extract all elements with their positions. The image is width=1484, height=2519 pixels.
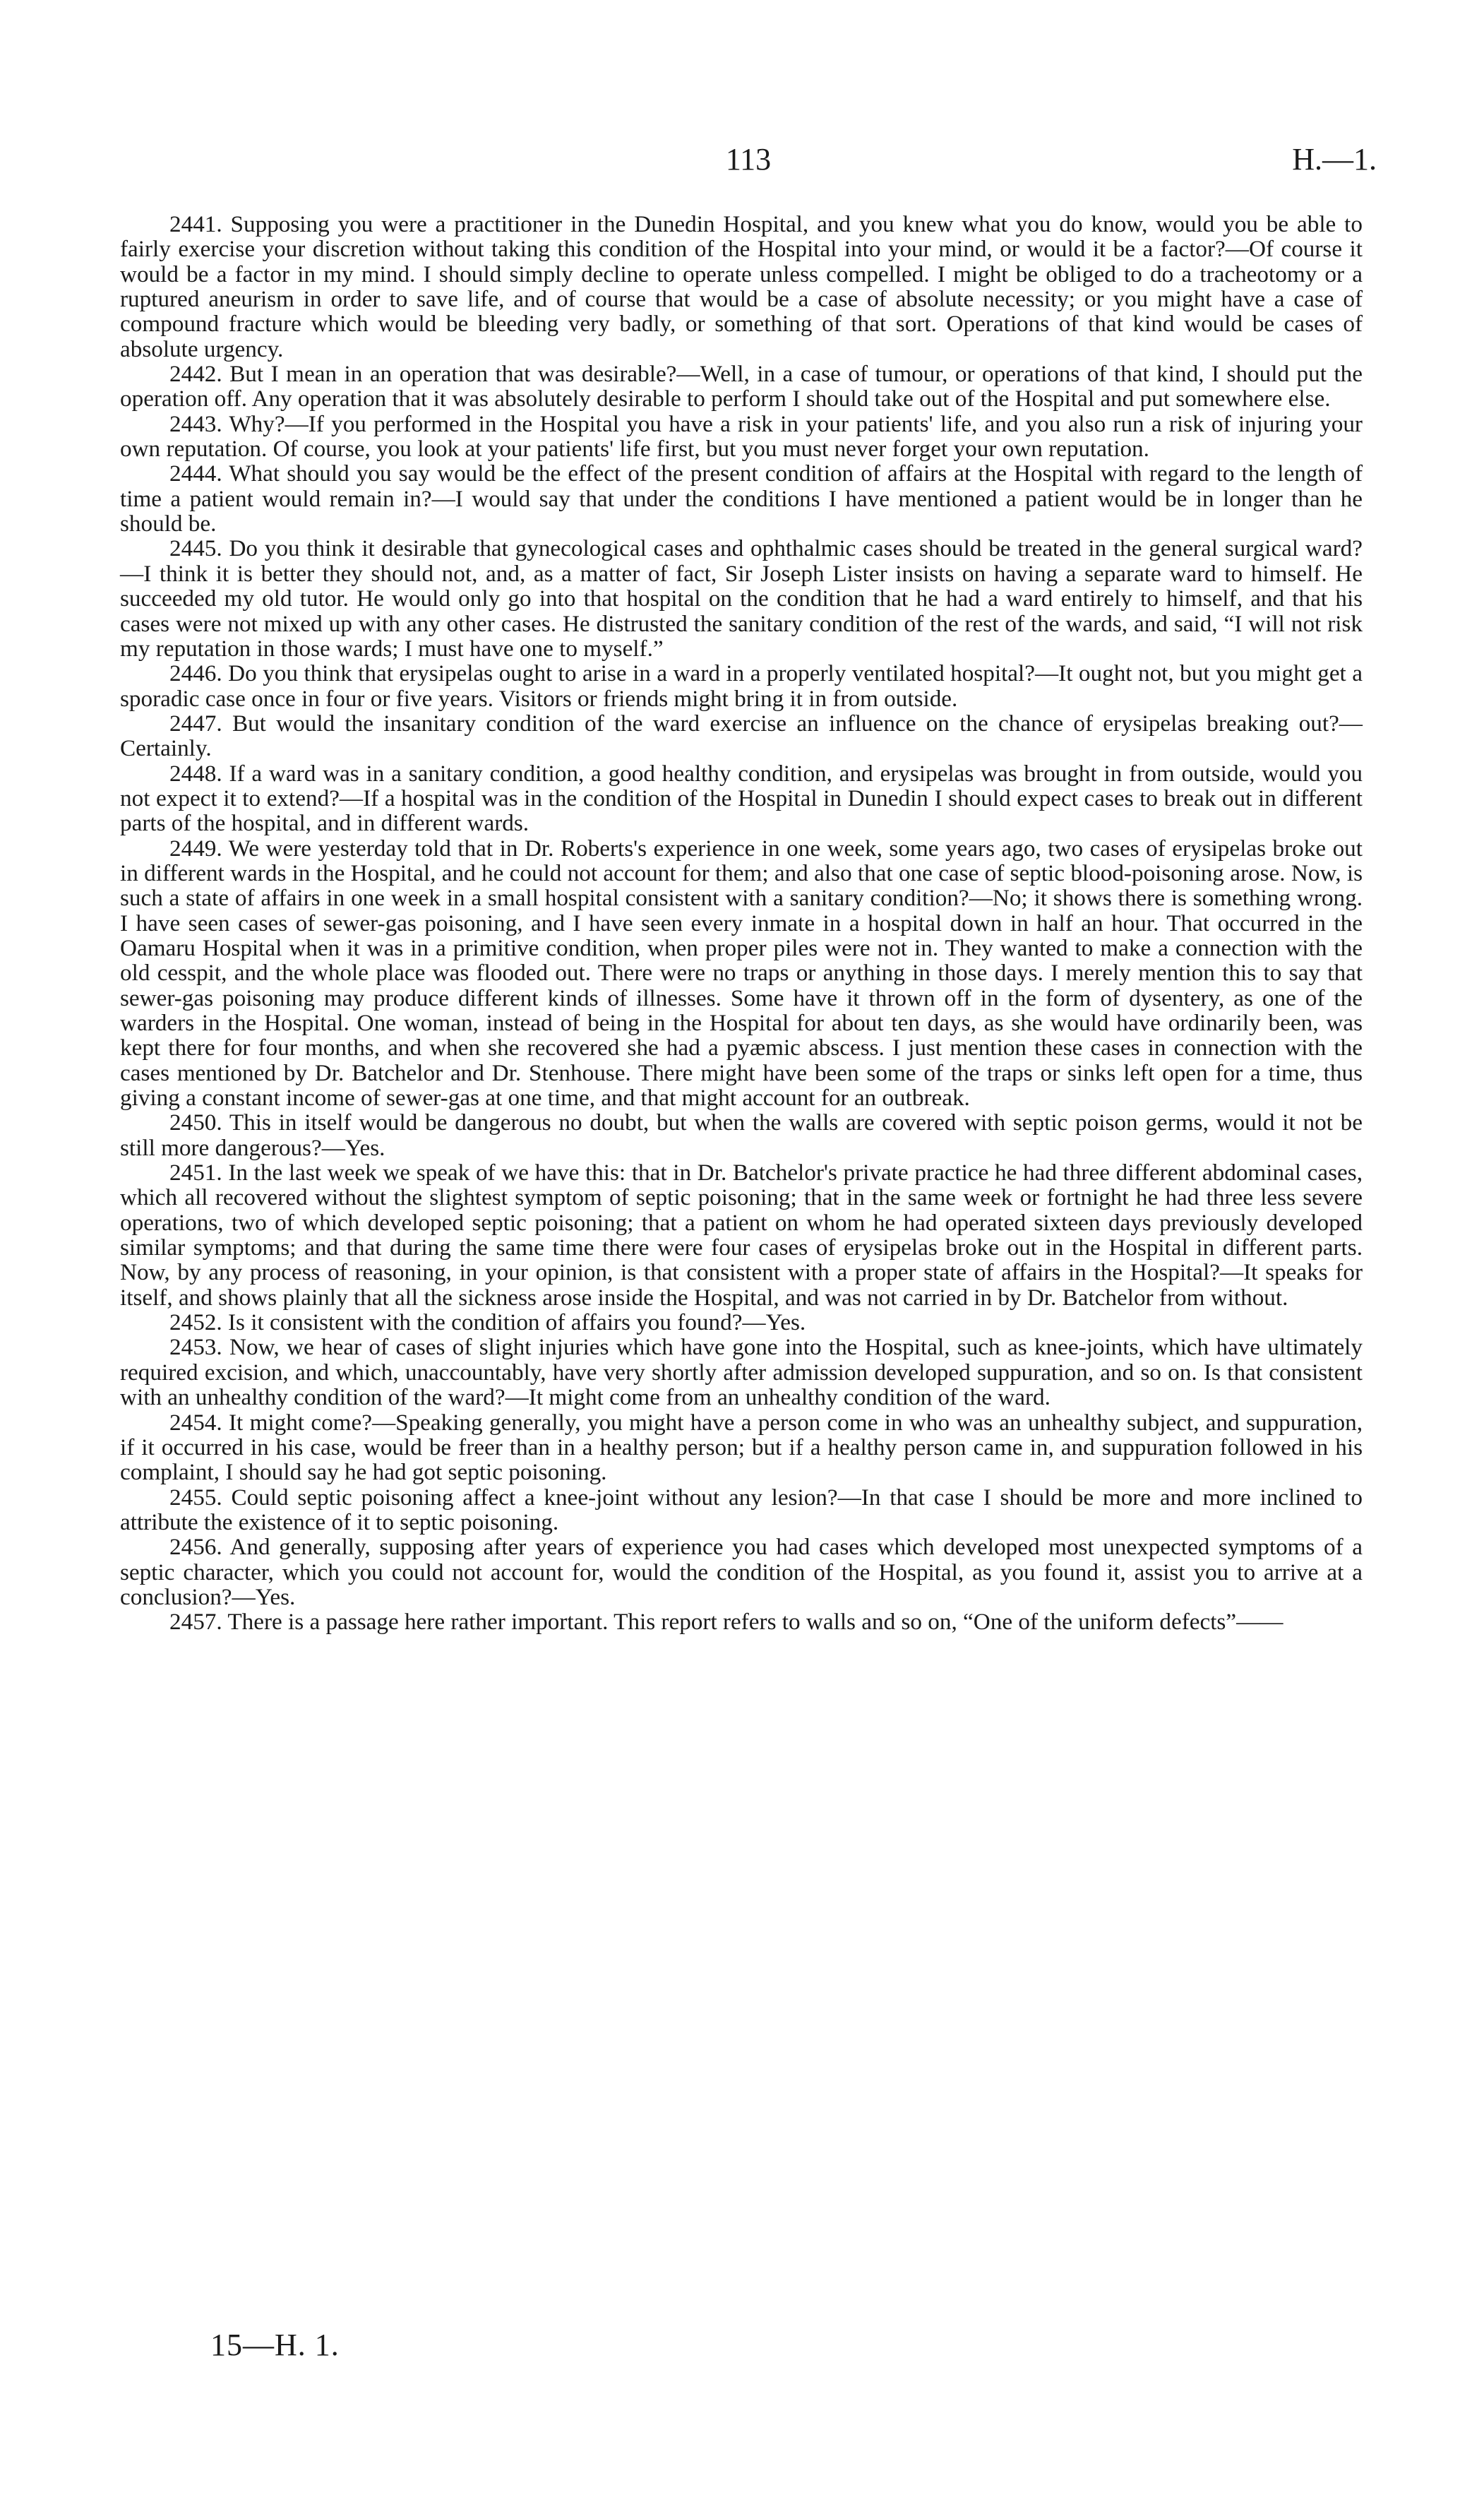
paragraph-2449: 2449. We were yesterday told that in Dr. Roberts's experience in one week, some years ago, two cases of erysipelas broke out in different wards in the Hospital, and he could not account for them; and also that one case of septic blood-poisoning arose. Now, is such a state of affairs in one week in a small hospital consistent with a sanitary condition?—No; it shows there is something wrong. I have seen cases of sewer-gas poisoning, and I have seen every inmate in a hospital down in half an hour. That occurred in the Oamaru Hospital when it was in a primitive condition, when proper piles were not in. They wanted to make a connection with the old cesspit, and the whole place was flooded out. There were no traps or anything in those days. I merely mention this to say that sewer-gas poisoning may produce different kinds of illnesses. Some have it thrown off in the form of dysentery, as one of the warders in the Hospital. One woman, instead of being in the Hospital for about ten days, as she would have ordinarily been, was kept there for four months, and when she recovered she had a pyæmic abscess. I just mention these cases in connection with the cases mentioned by Dr. Batchelor and Dr. Stenhouse. There might have been some of the traps or sinks left open for a time, thus giving a constant income of sewer-gas at one time, and that might account for an outbreak. <box>120 835 1363 1112</box>
page-header <box>120 141 1377 184</box>
paragraph-2448: 2448. If a ward was in a sanitary condition, a good healthy condition, and erysipelas was brought in from outside, would you not expect it to extend?—If a hospital was in the condition of the Hospital in Dunedin I should expect cases to break out in different parts of the hospital, and in different wards. <box>120 760 1363 837</box>
signature-mark: 15—H. 1. <box>210 2328 340 2362</box>
paragraph-2450: 2450. This in itself would be dangerous no doubt, but when the walls are covered with septic poison germs, would it not be still more dangerous?—Yes. <box>120 1109 1363 1161</box>
paragraph-2457: 2457. There is a passage here rather important. This report refers to walls and so on, “One of the uniform defects”—— <box>169 1609 1283 1636</box>
paragraph-2441: 2441. Supposing you were a practitioner in the Dunedin Hospital, and you knew what you do know, would you be able to fairly exercise your discretion without taking this condition of the Hospital into your mind, or would it be a factor?—Of course it would be a factor in my mind. I should simply decline to operate unless compelled. I might be obliged to do a tracheotomy or a ruptured aneurism in order to save life, and of course that would be a case of absolute necessity; or you might have a case of compound fracture which would be bleeding very badly, or something of that sort. Operations of that kind would be cases of absolute urgency. <box>120 211 1363 362</box>
document-reference: H.—1. <box>1292 142 1377 177</box>
paragraph-2456: 2456. And generally, supposing after years of experience you had cases which developed most unexpected symptoms of a septic character, which you could not account for, would the condition of the Hospital, as you found it, assist you to arrive at a conclusion?—Yes. <box>120 1534 1363 1610</box>
page-number: 113 <box>725 142 772 177</box>
paragraph-2452: 2452. Is it consistent with the condition of affairs you found?—Yes. <box>169 1309 806 1336</box>
paragraph-2444: 2444. What should you say would be the effect of the present condition of affairs at the Hospital with regard to the length of time a patient would remain in?—I would say that under the conditions I have mentioned a patient would be in longer than he should be. <box>120 460 1363 537</box>
paragraph-2454: 2454. It might come?—Speaking generally, you might have a person come in who was an unhealthy subject, and suppuration, if it occurred in his case, would be freer than in a healthy person; but if a healthy person came in, and suppuration followed in his complaint, I should say he had got septic poisoning. <box>120 1409 1363 1486</box>
paragraph-2446: 2446. Do you think that erysipelas ought to arise in a ward in a properly ventilated hospital?—It ought not, but you might get a sporadic case once in four or five years. Visitors or friends might bring it in from outside. <box>120 660 1363 712</box>
paragraph-2447: 2447. But would the insanitary condition of the ward exercise an influence on the chance of erysipelas breaking out?—Certainly. <box>120 710 1363 762</box>
paragraph-2451: 2451. In the last week we speak of we have this: that in Dr. Batchelor's private practice he had three different abdominal cases, which all recovered without the slightest symptom of septic poisoning; that in the same week or fortnight he had three less severe operations, two of which developed septic poisoning; that a patient on whom he had operated sixteen days previously developed similar symptoms; and that during the same time there were four cases of erysipelas broke out in the Hospital in different parts. Now, by any process of reasoning, in your opinion, is that consistent with a proper state of affairs in the Hospital?—It speaks for itself, and shows plainly that all the sickness arose inside the Hospital, and was not carried in by Dr. Batchelor from without. <box>120 1160 1363 1311</box>
paragraph-2445: 2445. Do you think it desirable that gynecological cases and ophthalmic cases should be treated in the general surgical ward?—I think it is better they should not, and, as a matter of fact, Sir Joseph Lister insists on having a separate ward to himself. He succeeded my old tutor. He would only go into that hospital on the condition that he had a ward entirely to himself, and that his cases were not mixed up with any other cases. He distrusted the sanitary condition of the rest of the wards, and said, “I will not risk my reputation in those wards; I must have one to myself.” <box>120 535 1363 662</box>
paragraph-2443: 2443. Why?—If you performed in the Hospital you have a risk in your patients' life, and you also run a risk of injuring your own reputation. Of course, you look at your patients' life first, but you must never forget your own reputation. <box>120 410 1363 463</box>
testimony-body <box>120 212 1363 1635</box>
paragraph-2455: 2455. Could septic poisoning affect a knee-joint without any lesion?—In that case I should be more and more inclined to attribute the existence of it to septic poisoning. <box>120 1484 1363 1535</box>
paragraph-2442: 2442. But I mean in an operation that was desirable?—Well, in a case of tumour, or operations of that kind, I should put the operation off. Any operation that it was absolutely desirable to perform I should take out of the Hospital and put somewhere else. <box>120 361 1363 412</box>
paragraph-2453: 2453. Now, we hear of cases of slight injuries which have gone into the Hospital, such as knee-joints, which have ultimately required excision, and which, unaccountably, have very shortly after admission developed suppuration, and so on. Is that consistent with an unhealthy condition of the ward?—It might come from an unhealthy condition of the ward. <box>120 1334 1363 1411</box>
